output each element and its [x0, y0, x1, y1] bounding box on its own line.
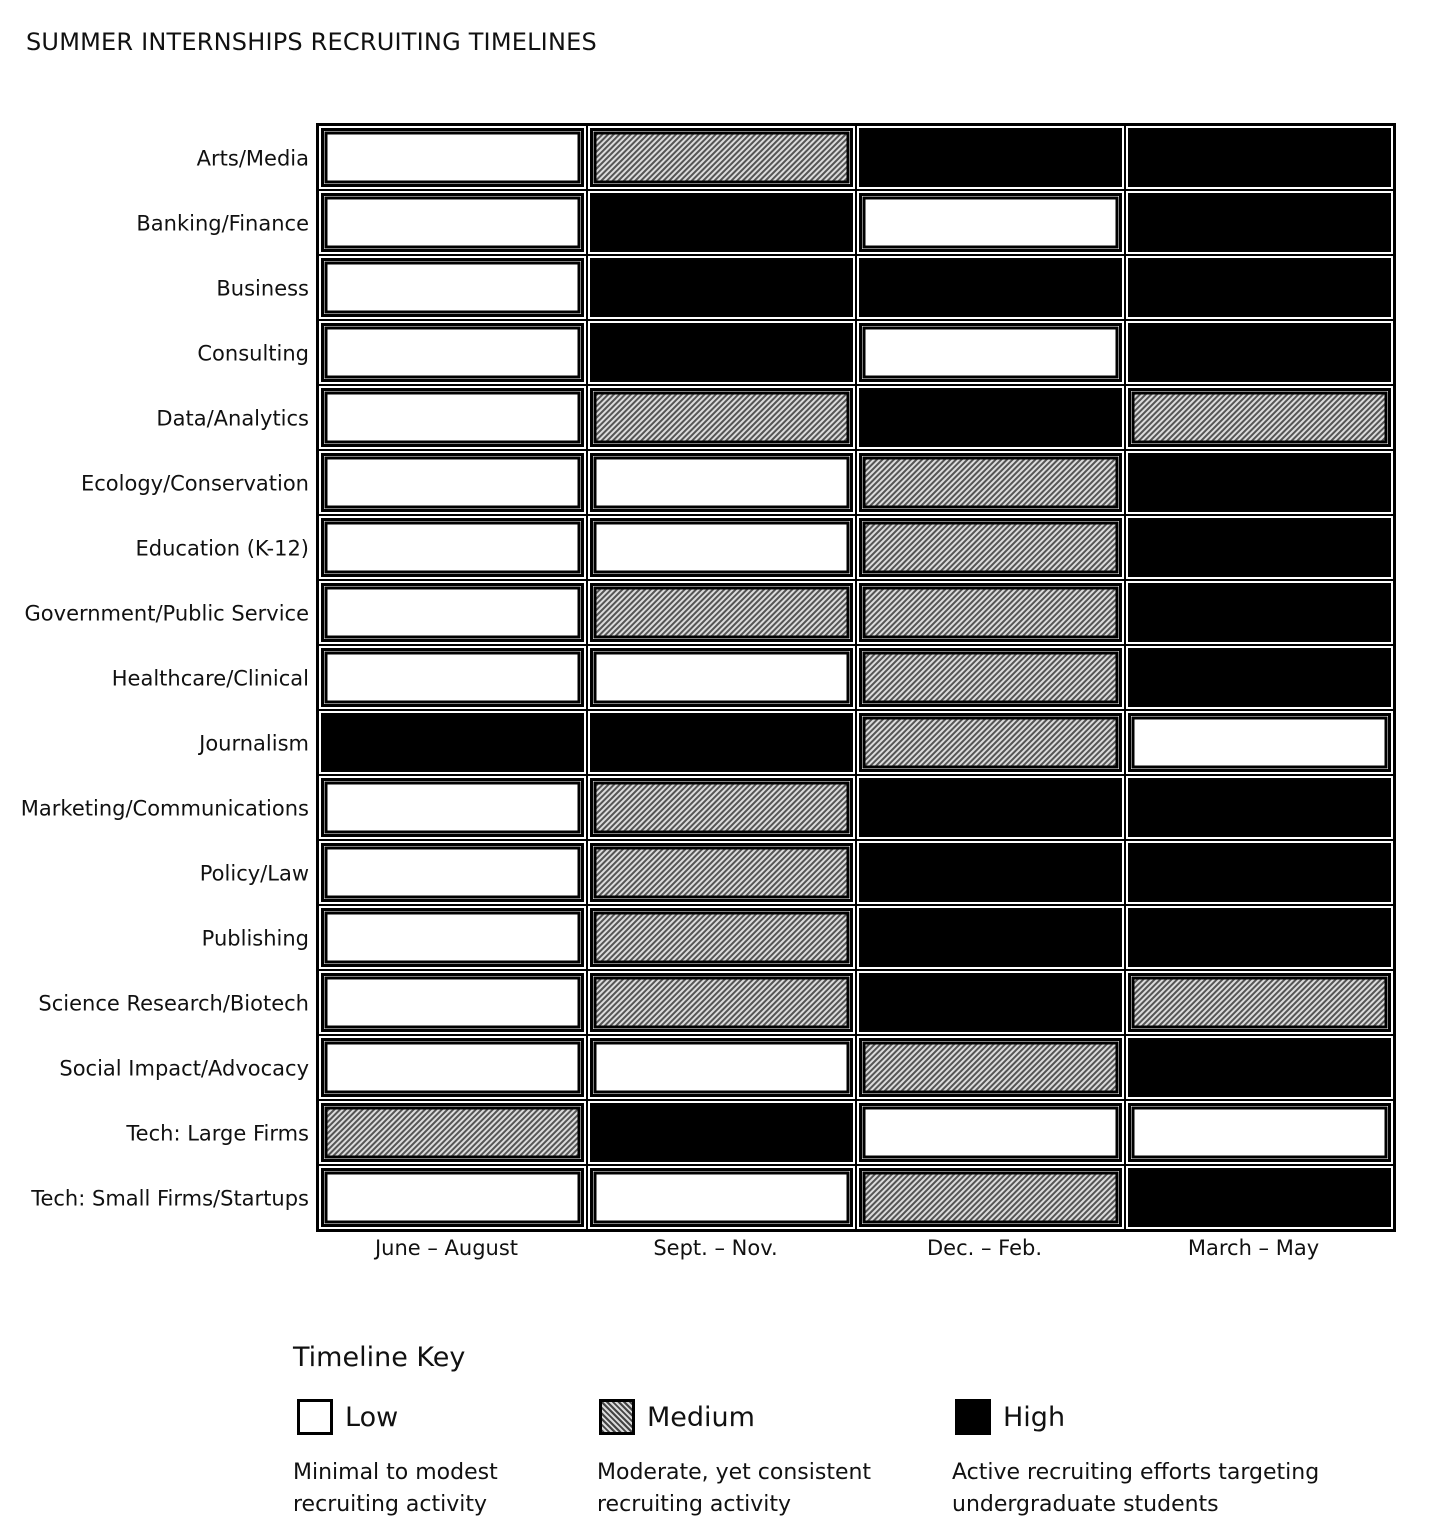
legend-item-medium: [599, 1397, 755, 1437]
legend-desc-high: Active recruiting efforts targeting undergraduate students: [952, 1460, 1320, 1517]
legend-swatch-medium: [599, 1399, 635, 1435]
cell-business-4: [1128, 258, 1391, 317]
cell-data-analytics-4: [1133, 393, 1386, 442]
row-label-healthcare-clinical: Healthcare/Clinical: [111, 666, 309, 691]
legend-label-low: Low: [345, 1401, 399, 1433]
row-label-social-impact-advocacy: Social Impact/Advocacy: [59, 1056, 309, 1081]
row-label-marketing-communications: Marketing/Communications: [20, 796, 309, 821]
chart-title: SUMMER INTERNSHIPS RECRUITING TIMELINES: [26, 28, 597, 56]
cell-publishing-2: [595, 913, 848, 962]
legend-swatch-high: [955, 1399, 991, 1435]
cell-social-impact-advocacy-2: [595, 1043, 848, 1092]
row-label-arts-media: Arts/Media: [196, 146, 309, 171]
cell-ecology-conservation-2: [595, 458, 848, 507]
row-label-publishing: Publishing: [201, 926, 309, 951]
cell-healthcare-clinical-4: [1128, 648, 1391, 707]
cell-policy-law-2: [595, 848, 848, 897]
cell-business-2: [590, 258, 853, 317]
cell-education-k-12-2: [595, 523, 848, 572]
cell-publishing-4: [1128, 908, 1391, 967]
row-label-business: Business: [216, 276, 309, 301]
legend-label-high: High: [1003, 1401, 1066, 1433]
cell-education-k-12-1: [326, 523, 579, 572]
cell-government-public-service-3: [864, 588, 1117, 637]
cell-banking-finance-3: [864, 198, 1117, 247]
cell-marketing-communications-1: [326, 783, 579, 832]
row-label-journalism: Journalism: [199, 731, 309, 756]
row-label-tech-small-firms-startups: Tech: Small Firms/Startups: [31, 1186, 309, 1211]
cell-banking-finance-4: [1128, 193, 1391, 252]
legend-desc-low: Minimal to modest recruiting activity: [293, 1460, 498, 1517]
cell-healthcare-clinical-3: [864, 653, 1117, 702]
cell-arts-media-4: [1128, 128, 1391, 187]
row-label-tech-large-firms: Tech: Large Firms: [126, 1121, 309, 1146]
column-label-2: Sept. – Nov.: [653, 1236, 778, 1260]
row-label-government-public-service: Government/Public Service: [24, 601, 309, 626]
cell-consulting-1: [326, 328, 579, 377]
cell-social-impact-advocacy-1: [326, 1043, 579, 1092]
cell-journalism-2: [590, 713, 853, 772]
row-label-consulting: Consulting: [197, 341, 309, 366]
cell-business-1: [326, 263, 579, 312]
row-label-policy-law: Policy/Law: [199, 861, 309, 886]
cell-journalism-3: [864, 718, 1117, 767]
cell-journalism-1: [321, 713, 584, 772]
legend-item-high: [955, 1397, 1065, 1437]
cell-consulting-4: [1128, 323, 1391, 382]
cell-publishing-3: [859, 908, 1122, 967]
cell-tech-small-firms-startups-1: [326, 1173, 579, 1222]
legend-label-medium: Medium: [647, 1401, 755, 1433]
cell-education-k-12-4: [1128, 518, 1391, 577]
cell-data-analytics-2: [595, 393, 848, 442]
cell-policy-law-4: [1128, 843, 1391, 902]
cell-arts-media-1: [326, 133, 579, 182]
cell-business-3: [859, 258, 1122, 317]
row-label-education-k-12: Education (K-12): [135, 536, 309, 561]
cell-ecology-conservation-4: [1128, 453, 1391, 512]
cell-science-research-biotech-3: [859, 973, 1122, 1032]
cell-journalism-4: [1133, 718, 1386, 767]
row-label-ecology-conservation: Ecology/Conservation: [80, 471, 309, 496]
column-label-1: June – August: [374, 1236, 519, 1260]
cell-social-impact-advocacy-3: [864, 1043, 1117, 1092]
cell-marketing-communications-2: [595, 783, 848, 832]
cell-data-analytics-3: [859, 388, 1122, 447]
cell-government-public-service-2: [595, 588, 848, 637]
cell-banking-finance-2: [590, 193, 853, 252]
cell-government-public-service-1: [326, 588, 579, 637]
legend-desc-medium: Moderate, yet consistent recruiting activity: [597, 1460, 872, 1517]
cell-tech-small-firms-startups-3: [864, 1173, 1117, 1222]
row-label-banking-finance: Banking/Finance: [136, 211, 309, 236]
cell-tech-large-firms-4: [1133, 1108, 1386, 1157]
cell-science-research-biotech-4: [1133, 978, 1386, 1027]
cell-tech-large-firms-2: [590, 1103, 853, 1162]
cell-tech-large-firms-1: [326, 1108, 579, 1157]
cell-consulting-3: [864, 328, 1117, 377]
cell-policy-law-1: [326, 848, 579, 897]
cell-marketing-communications-4: [1128, 778, 1391, 837]
column-label-4: March – May: [1187, 1236, 1320, 1260]
cell-ecology-conservation-3: [864, 458, 1117, 507]
cell-tech-large-firms-3: [864, 1108, 1117, 1157]
cell-tech-small-firms-startups-4: [1128, 1168, 1391, 1227]
row-label-data-analytics: Data/Analytics: [156, 406, 309, 431]
legend-title: Timeline Key: [293, 1342, 466, 1373]
row-label-science-research-biotech: Science Research/Biotech: [38, 991, 309, 1016]
cell-government-public-service-4: [1128, 583, 1391, 642]
cell-data-analytics-1: [326, 393, 579, 442]
legend-item-low: [297, 1397, 398, 1437]
cell-science-research-biotech-2: [595, 978, 848, 1027]
cell-social-impact-advocacy-4: [1128, 1038, 1391, 1097]
cell-publishing-1: [326, 913, 579, 962]
legend-swatch-low: [297, 1399, 333, 1435]
cell-marketing-communications-3: [859, 778, 1122, 837]
cell-banking-finance-1: [326, 198, 579, 247]
cell-education-k-12-3: [864, 523, 1117, 572]
column-label-3: Dec. – Feb.: [926, 1236, 1043, 1260]
cell-healthcare-clinical-1: [326, 653, 579, 702]
cell-science-research-biotech-1: [326, 978, 579, 1027]
cell-healthcare-clinical-2: [595, 653, 848, 702]
cell-policy-law-3: [859, 843, 1122, 902]
cell-ecology-conservation-1: [326, 458, 579, 507]
cell-consulting-2: [590, 323, 853, 382]
cell-arts-media-3: [859, 128, 1122, 187]
cell-tech-small-firms-startups-2: [595, 1173, 848, 1222]
cell-arts-media-2: [595, 133, 848, 182]
